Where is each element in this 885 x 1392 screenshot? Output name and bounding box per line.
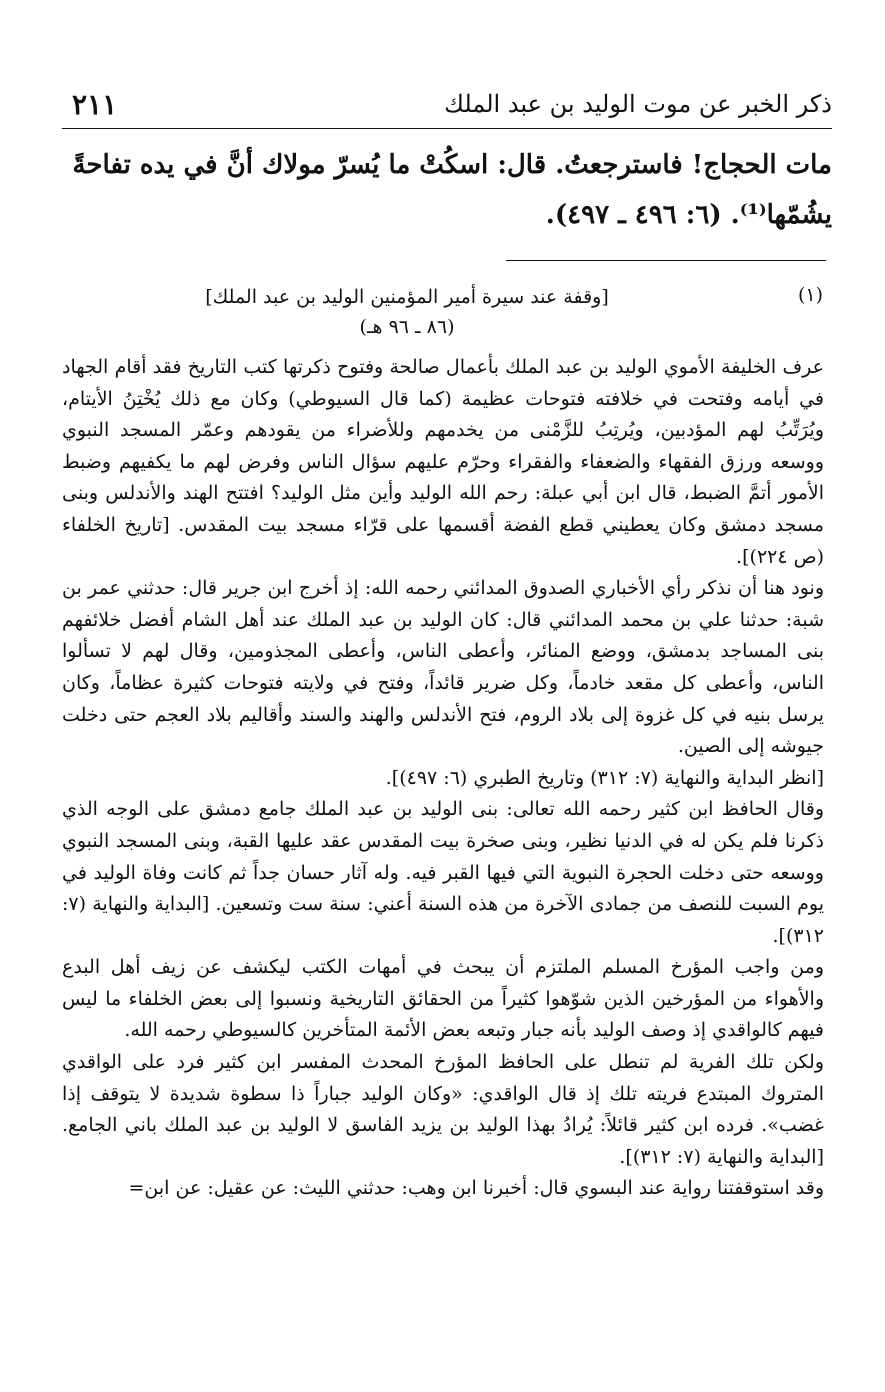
footnote-divider bbox=[506, 260, 826, 261]
footnote-paragraph: وقال الحافظ ابن كثير رحمه الله تعالى: بنى الوليد بن عبد الملك جامع دمشق على الوجه الذي ذكرنا فلم يكن له في الدنيا نظير، وبنى صخرة بيت المقدس عقد عليها القبة، وبنى المسجد النبوي ووسعه حتى دخلت الحجرة النبوية التي فيها القبر فيه. وله آثار حسان جداً ثم كانت وفاة الوليد في يوم السبت للنصف من جمادى الآخرة من هذه السنة أعني: سنة ست وتسعين. [البداية والنهاية (٧: ٣١٢)]. bbox=[62, 798, 824, 947]
running-title: ذكر الخبر عن موت الوليد بن عبد الملك bbox=[444, 90, 832, 118]
footnote-paragraph: وقد استوقفتنا رواية عند البسوي قال: أخبرنا ابن وهب: حدثني الليث: عن عقيل: عن ابن= bbox=[128, 1177, 824, 1200]
footnote-paragraph: ومن واجب المؤرخ المسلم الملتزم أن يبحث في أمهات الكتب ليكشف عن زيف أهل البدع والأهواء من المؤرخين الذين شوّهوا كثيراً من الحقائق التاريخية ونسبوا إلى بعض الخلفاء ما ليس فيهم كالواقدي إذ وصف الوليد بأنه جبار وتبعه بعض الأئمة المتأخرين كالسيوطي رحمه الله. bbox=[62, 956, 824, 1042]
footnote-paragraph: ولكن تلك الفرية لم تنطل على الحافظ المؤرخ المحدث المفسر ابن كثير فرد على الواقدي المتروك المبتدع فريته تلك إذ قال الواقدي: «وكان الوليد جباراً ذا سطوة شديدة لا يتوقف إذا غضب». فرده ابن كثير قائلاً: يُرادُ بهذا الوليد بن يزيد الفاسق لا الوليد بن عبد الملك باني الجامع. [البداية والنهاية (٧: ٣١٢)]. bbox=[62, 1051, 824, 1168]
footnote-heading bbox=[62, 282, 752, 342]
main-text-line: يشُمّها⁽¹⁾. (٦: ٤٩٦ ـ ٤٩٧). bbox=[545, 200, 832, 230]
page-header bbox=[62, 84, 832, 129]
footnote-paragraph: [انظر البداية والنهاية (٧: ٣١٢) وتاريخ الطبري (٦: ٤٩٧)]. bbox=[385, 766, 824, 789]
footnote-heading-years: (٨٦ ـ ٩٦ هـ) bbox=[359, 316, 455, 338]
footnote-marker: (١) bbox=[797, 284, 823, 306]
footnote-body bbox=[62, 352, 824, 1205]
main-text bbox=[62, 140, 832, 240]
footnote-paragraph: ونود هنا أن نذكر رأي الأخباري الصدوق المدائني رحمه الله: إذ أخرج ابن جرير قال: حدثني عمر بن شبة: حدثنا علي بن محمد المدائني قال: كان الوليد بن عبد الملك عند أهل الشام أفضل خلائفهم بنى المساجد بدمشق، ووضع المنائر، وأعطى الناس، وأعطى المجذومين، وقال لهم لا تسألوا الناس، وأعطى كل مقعد خادماً، وكل ضرير قائداً، وفتح في ولايته فتوحات كثيرة عظاماً، وكان يرسل بنيه في كل غزوة إلى بلاد الروم، فتح الأندلس والهند والسند وأقاليم بلاد العجم حتى دخلت جيوشه إلى الصين. bbox=[62, 577, 824, 758]
main-text-line: مات الحجاج! فاسترجعتُ. قال: اسكُتْ ما يُسرّ مولاك أنَّ في يده تفاحةً bbox=[72, 150, 832, 180]
footnote-heading-title: [وقفة عند سيرة أمير المؤمنين الوليد بن عبد الملك] bbox=[205, 286, 609, 308]
page-number: ٢١١ bbox=[72, 88, 118, 121]
footnote-paragraph: عرف الخليفة الأموي الوليد بن عبد الملك بأعمال صالحة وفتوح ذكرتها كتب التاريخ فقد أقام الجهاد في أيامه وفتحت في خلافته فتوحات عظيمة (كما قال السيوطي) وكان مع ذلك يُخْتِنُ الأيتام، ويُرَتِّبُ لهم المؤدبين، ويُرتِبُ للزَّمْنى من يخدمهم وللأضراء من يقودهم وعمّر المسجد النبوي ووسعه ورزق الفقهاء والضعفاء والفقراء وحرّم عليهم سؤال الناس وفرض لهم ما يكفيهم وضبط الأمور أتمَّ الضبط، قال ابن أبي عبلة: رحم الله الوليد وأين مثل الوليد؟ افتتح الهند والأندلس وبنى مسجد دمشق وكان يعطيني قطع الفضة أقسمها على قرّاء مسجد بيت المقدس. [تاريخ الخلفاء (ص ٢٢٤)]. bbox=[62, 356, 824, 568]
